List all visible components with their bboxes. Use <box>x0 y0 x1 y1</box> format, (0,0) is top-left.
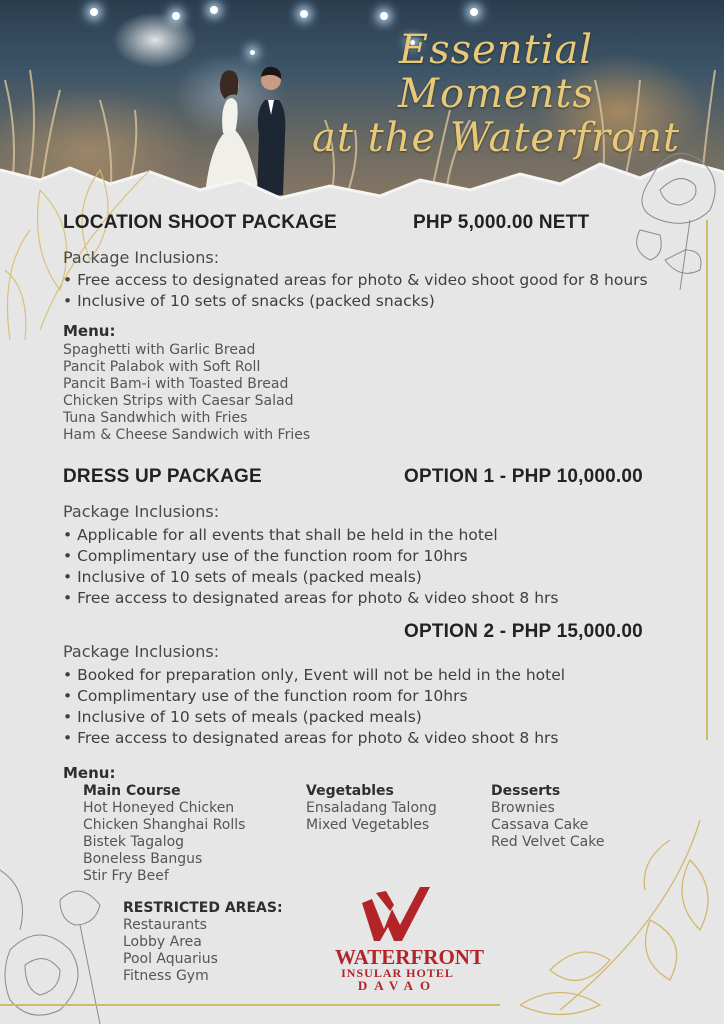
desserts-item: Brownies <box>491 800 555 816</box>
main-course-item: Hot Honeyed Chicken <box>83 800 235 816</box>
gold-frame-line-right <box>706 220 708 740</box>
dress-option2-price: OPTION 2 - PHP 15,000.00 <box>404 621 643 642</box>
desserts-item: Cassava Cake <box>491 817 589 833</box>
location-menu-label: Menu: <box>63 322 116 340</box>
restricted-area-item: Pool Aquarius <box>123 951 218 967</box>
main-course-item: Bistek Tagalog <box>83 834 185 850</box>
option2-inclusion-item: • Free access to designated areas for photo & video shoot 8 hrs <box>63 729 559 747</box>
option1-inclusion-item: • Complimentary use of the function room for 10hrs <box>63 547 468 565</box>
location-menu-item: Pancit Bam-i with Toasted Bread <box>63 376 289 392</box>
location-menu-item: Tuna Sandwhich with Fries <box>63 410 248 426</box>
restricted-area-item: Fitness Gym <box>123 968 209 984</box>
dress-menu-label: Menu: <box>63 764 116 782</box>
desserts-item: Red Velvet Cake <box>491 834 605 850</box>
restricted-area-item: Restaurants <box>123 917 207 933</box>
location-menu-item: Chicken Strips with Caesar Salad <box>63 393 294 409</box>
main-course-item: Chicken Shanghai Rolls <box>83 817 246 833</box>
logo-subtitle: INSULAR HOTEL <box>341 966 454 980</box>
vegetables-item: Ensaladang Talong <box>306 800 437 816</box>
logo-name: WATERFRONT <box>335 945 484 969</box>
location-menu-item: Pancit Palabok with Soft Roll <box>63 359 261 375</box>
logo-city: DAVAO <box>357 978 438 993</box>
location-package-price: PHP 5,000.00 NETT <box>413 212 590 233</box>
location-package-title: LOCATION SHOOT PACKAGE <box>63 212 337 233</box>
title-line-2: at the Waterfront <box>311 115 681 161</box>
gold-leaf-decoration-left <box>0 150 170 340</box>
location-inclusion-item: • Inclusive of 10 sets of snacks (packed snacks) <box>63 292 435 310</box>
option2-inclusion-item: • Complimentary use of the function room for 10hrs <box>63 687 468 705</box>
waterfront-w-mark-icon <box>358 885 438 943</box>
location-inclusions-label: Package Inclusions: <box>63 248 220 267</box>
location-menu-item: Ham & Cheese Sandwich with Fries <box>63 427 311 443</box>
location-inclusion-item: • Free access to designated areas for photo & video shoot good for 8 hours <box>63 271 648 289</box>
desserts-heading: Desserts <box>491 783 561 799</box>
option2-inclusion-item: • Booked for preparation only, Event will not be held in the hotel <box>63 666 566 684</box>
vegetables-item: Mixed Vegetables <box>306 817 430 833</box>
restricted-area-item: Lobby Area <box>123 934 202 950</box>
option2-inclusions-label: Package Inclusions: <box>63 642 220 661</box>
waterfront-logo <box>335 885 484 995</box>
dress-option1-price: OPTION 1 - PHP 10,000.00 <box>404 466 643 487</box>
main-course-item: Boneless Bangus <box>83 851 203 867</box>
restricted-areas-heading: RESTRICTED AREAS: <box>123 900 283 916</box>
main-course-heading: Main Course <box>83 783 181 799</box>
option1-inclusion-item: • Free access to designated areas for photo & video shoot 8 hrs <box>63 589 559 607</box>
dress-package-title: DRESS UP PACKAGE <box>63 466 262 487</box>
main-course-item: Stir Fry Beef <box>83 868 169 884</box>
option1-inclusion-item: • Inclusive of 10 sets of meals (packed meals) <box>63 568 422 586</box>
location-menu-item: Spaghetti with Garlic Bread <box>63 342 256 358</box>
option2-inclusion-item: • Inclusive of 10 sets of meals (packed meals) <box>63 708 422 726</box>
option1-inclusions-label: Package Inclusions: <box>63 502 220 521</box>
vegetables-heading: Vegetables <box>306 783 394 799</box>
title-line-1: Essential Moments <box>397 27 594 117</box>
gold-frame-line-bottom <box>0 1004 500 1006</box>
option1-inclusion-item: • Applicable for all events that shall be held in the hotel <box>63 526 498 544</box>
